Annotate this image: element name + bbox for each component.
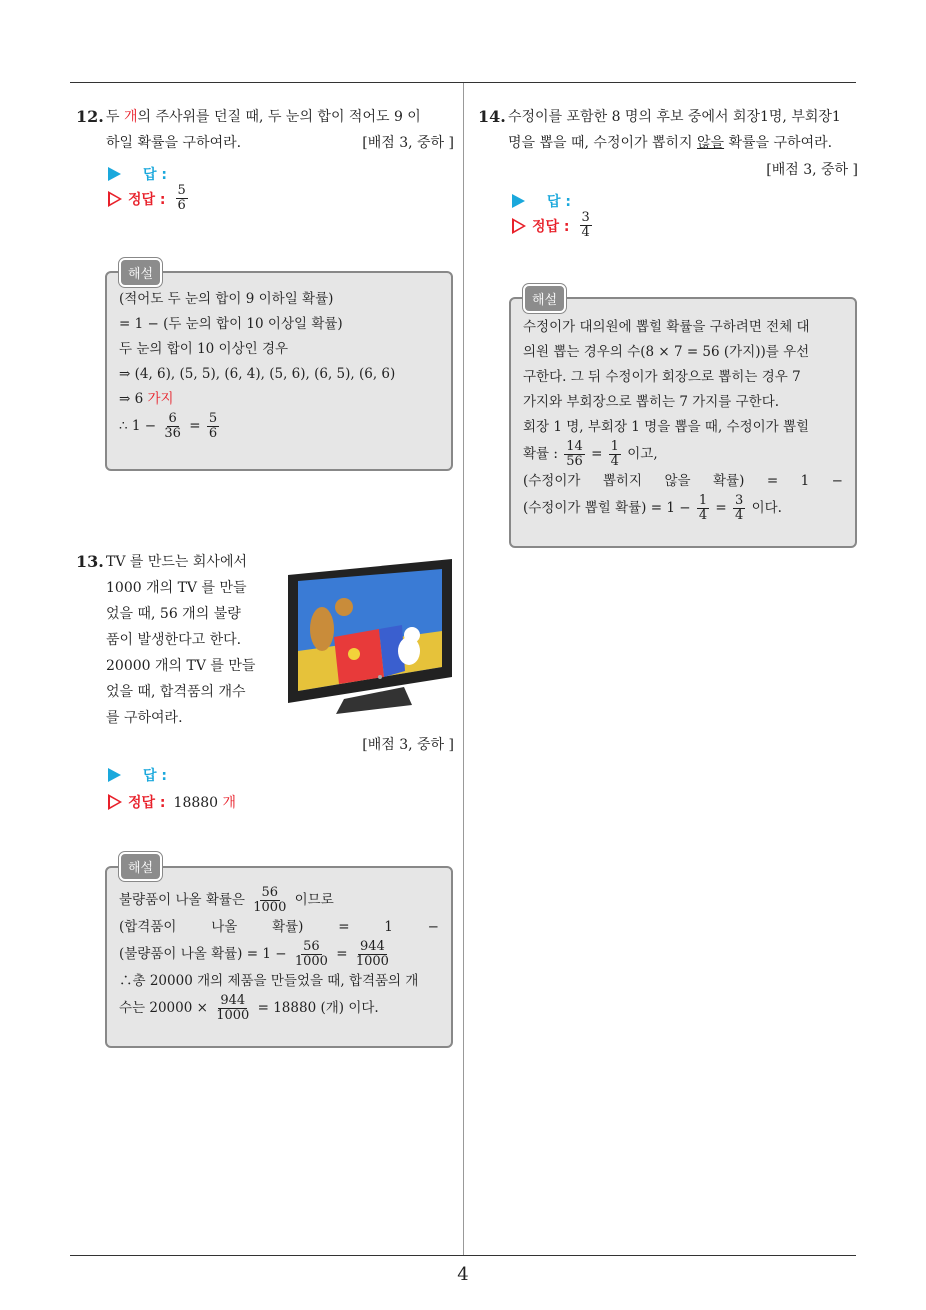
question-text-line: 품이 발생한다고 한다. xyxy=(106,632,242,648)
exp-line: 불량품이 나올 확률은 $\frac{56}{1000}$ 이므로 xyxy=(119,885,334,915)
exp-line: = 1 − (두 눈의 합이 10 이상일 확률) xyxy=(119,316,343,332)
play-triangle-icon xyxy=(108,167,121,181)
exp-line: ⇒ (4, 6), (5, 5), (6, 4), (5, 6), (6, 5), (6, 6) xyxy=(119,366,396,382)
exp-word: 뽑히지 xyxy=(602,473,643,489)
exp-line: 확률 : $\frac{14}{56}$ = $\frac{1}{4}$ 이고, xyxy=(523,439,658,469)
explanation-badge: 해설 xyxy=(523,284,566,313)
question-text-line2: 명을 뽑을 때, 수정이가 뽑히지 않을 확률을 구하여라. xyxy=(508,135,833,151)
exp-word: = xyxy=(338,919,350,935)
answer-label: 답 : xyxy=(143,768,167,784)
question-number: 13. xyxy=(76,552,104,571)
question-number: 12. xyxy=(76,107,104,126)
exp-line: (적어도 두 눈의 합이 9 이하일 확률) xyxy=(119,291,334,307)
correct-label: 정답 : xyxy=(532,218,570,235)
explanation-box xyxy=(105,866,453,1048)
correct-label: 정답 : xyxy=(128,795,166,811)
question-text-line: 20000 개의 TV 를 만들 xyxy=(106,658,256,674)
exp-line xyxy=(119,915,439,940)
outline-triangle-icon xyxy=(108,191,122,207)
exp-word: (수정이가 xyxy=(523,473,581,489)
exp-line: 수정이가 대의원에 뽑힐 확률을 구하려면 전체 대 xyxy=(523,319,810,335)
question-number: 14. xyxy=(478,107,506,126)
play-triangle-icon xyxy=(108,768,121,782)
question-text-line: TV 를 만드는 회사에서 xyxy=(106,554,247,570)
answer-label: 답 : xyxy=(143,167,167,183)
outline-triangle-icon xyxy=(512,218,526,234)
exp-line: ∴총 20000 개의 제품을 만들었을 때, 합격품의 개 xyxy=(119,973,419,989)
exp-line: ⇒ 6 가지 xyxy=(119,391,174,407)
question-text-line: 를 구하여라. xyxy=(106,710,183,726)
exp-line xyxy=(523,469,843,494)
exp-line: 의원 뽑는 경우의 수(8 × 7 = 56 (가지))를 우선 xyxy=(523,344,810,360)
exp-line: ∴ 1 − $\frac{6}{36}$ = $\frac{5}{6}$ xyxy=(119,411,218,441)
exp-line: (불량품이 나올 확률) = 1 − $\frac{56}{1000}$ = $\frac{944}{1000}$ xyxy=(119,939,389,969)
question-text-line: 었을 때, 합격품의 개수 xyxy=(106,684,246,700)
column-divider xyxy=(463,83,464,1256)
question-text-line: 었을 때, 56 개의 불량 xyxy=(106,606,241,622)
question-text-line1: 두 개의 주사위를 던질 때, 두 눈의 합이 적어도 9 이 xyxy=(106,109,421,125)
explanation-box xyxy=(509,297,857,548)
question-text-line2: 하일 확률을 구하여라. xyxy=(106,135,242,151)
exp-word: 나올 xyxy=(211,919,238,935)
fraction: $\frac{3}{4}$ xyxy=(581,210,590,240)
correct-label: 정답 : xyxy=(128,191,166,208)
exp-line: 두 눈의 합이 10 이상인 경우 xyxy=(119,341,289,357)
score-meta: [배점 3, 중하 ] xyxy=(362,135,454,151)
correct-answer-row xyxy=(108,184,190,213)
exp-word: 확률) xyxy=(713,473,745,489)
play-triangle-icon xyxy=(512,194,525,208)
exp-word: 않을 xyxy=(664,473,691,489)
correct-answer-row xyxy=(512,211,594,240)
fraction: $\frac{5}{6}$ xyxy=(177,183,186,213)
exp-word: 1 xyxy=(384,919,393,935)
exp-line: 수는 20000 × $\frac{944}{1000}$ = 18880 (개) 이다. xyxy=(119,993,379,1023)
exp-word: (합격품이 xyxy=(119,919,177,935)
exp-word: 확률) xyxy=(272,919,304,935)
correct-answer-row: 정답 : 18880 개 xyxy=(108,792,236,812)
exp-line: 구한다. 그 뒤 수정이가 회장으로 뽑히는 경우 7 xyxy=(523,369,801,385)
outline-triangle-icon xyxy=(108,794,122,810)
question-text-line1: 수정이를 포함한 8 명의 후보 중에서 회장1명, 부회장1 xyxy=(508,109,841,125)
answer-row[interactable] xyxy=(108,765,167,785)
score-meta: [배점 3, 중하 ] xyxy=(362,737,454,753)
exp-line: 회장 1 명, 부회장 1 명을 뽑을 때, 수정이가 뽑힐 xyxy=(523,419,810,435)
question-text-line: 1000 개의 TV 를 만들 xyxy=(106,580,247,596)
explanation-box xyxy=(105,271,453,471)
answer-label: 답 : xyxy=(547,194,571,210)
exp-word: − xyxy=(427,919,439,935)
score-meta: [배점 3, 중하 ] xyxy=(766,162,858,178)
explanation-badge: 해설 xyxy=(119,852,162,881)
answer-row[interactable] xyxy=(512,191,571,211)
exp-word: = xyxy=(766,473,779,489)
tv-illustration xyxy=(284,559,454,714)
exp-line: 가지와 부회장으로 뽑히는 7 가지를 구한다. xyxy=(523,394,780,410)
exp-word: − xyxy=(831,473,843,489)
explanation-badge: 해설 xyxy=(119,258,162,287)
exp-line: (수정이가 뽑힐 확률) = 1 − $\frac{1}{4}$ = $\frac{3}{4}$ 이다. xyxy=(523,493,782,523)
answer-row[interactable] xyxy=(108,164,167,184)
bottom-rule xyxy=(70,1255,856,1256)
exp-word: 1 xyxy=(800,473,810,489)
page-number: 4 xyxy=(457,1264,469,1285)
